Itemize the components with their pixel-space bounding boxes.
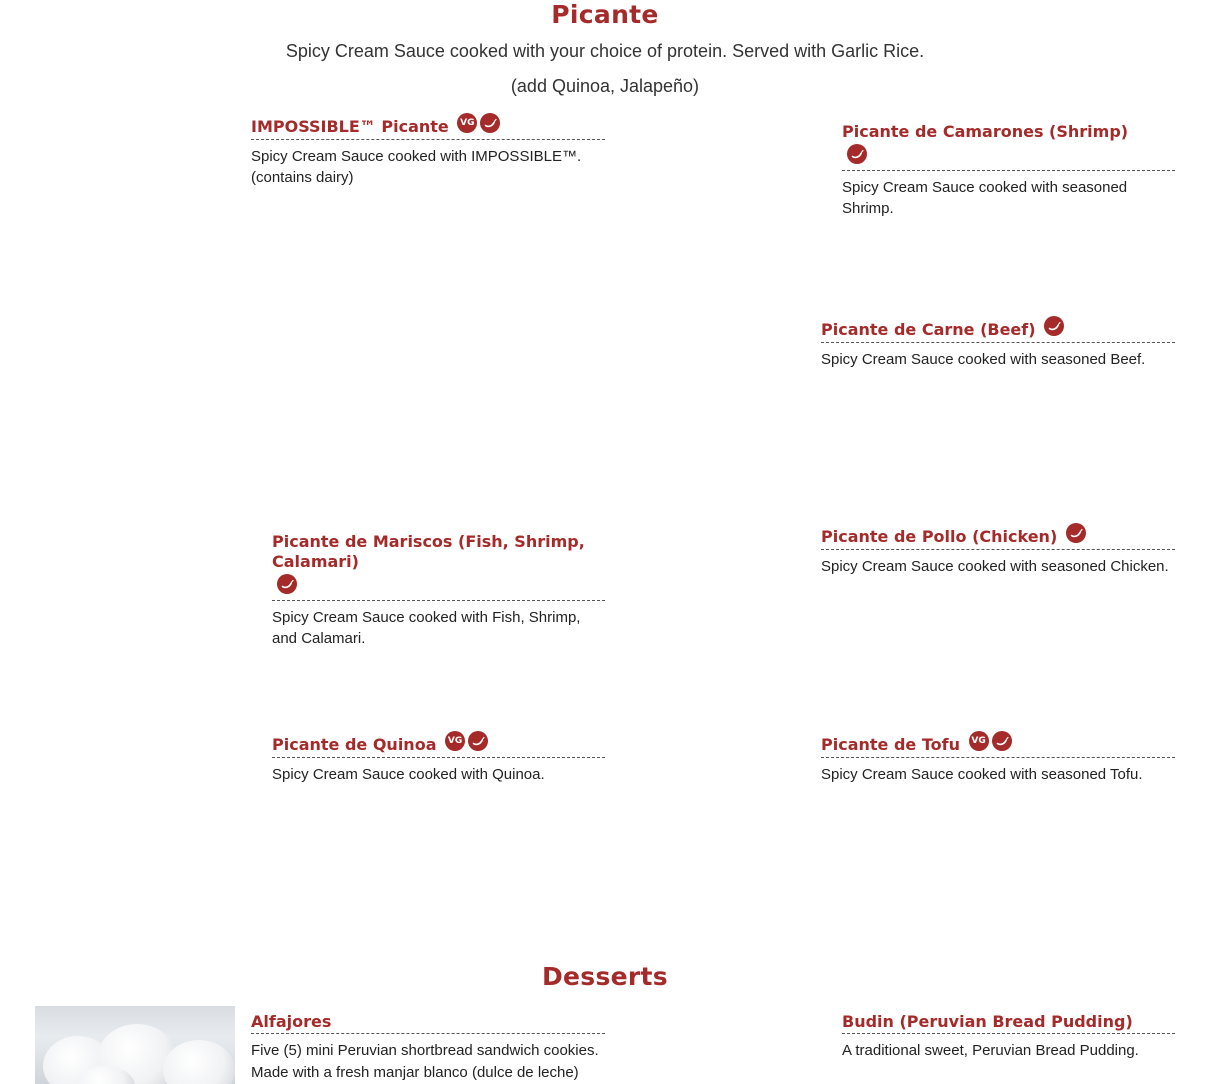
vegan-icon: VG	[457, 113, 477, 133]
chili-pepper-icon	[468, 731, 488, 751]
section-description: Spicy Cream Sauce cooked with your choice of protein. Served with Garlic Rice.	[285, 41, 925, 61]
item-name: Picante de Mariscos (Fish, Shrimp, Calamari)	[272, 532, 585, 571]
menu-item[interactable]	[251, 116, 605, 189]
section-title-desserts: Desserts	[542, 962, 668, 991]
menu-item[interactable]	[821, 319, 1175, 370]
chili-pepper-icon	[992, 731, 1012, 751]
vegan-icon: VG	[969, 731, 989, 751]
item-name: Budin (Peruvian Bread Pudding)	[842, 1012, 1133, 1031]
section-title-picante: Picante	[551, 0, 659, 29]
item-description: Spicy Cream Sauce cooked with Fish, Shrimp, and Calamari.	[272, 608, 581, 647]
item-name: Picante de Pollo (Chicken)	[821, 527, 1058, 546]
chili-pepper-icon	[1066, 523, 1086, 543]
vegan-icon: VG	[445, 731, 465, 751]
menu-item[interactable]	[272, 734, 605, 785]
chili-pepper-icon	[480, 113, 500, 133]
menu-item[interactable]	[272, 531, 605, 650]
menu-item[interactable]	[251, 1011, 605, 1083]
item-name: Picante de Carne (Beef)	[821, 320, 1036, 339]
chili-pepper-icon	[847, 144, 867, 164]
item-description: Spicy Cream Sauce cooked with Quinoa.	[272, 765, 545, 783]
chili-pepper-icon	[277, 574, 297, 594]
item-description: A traditional sweet, Peruvian Bread Pudding.	[842, 1042, 1139, 1059]
item-description: Spicy Cream Sauce cooked with seasoned Chicken.	[821, 557, 1169, 575]
item-description: Spicy Cream Sauce cooked with seasoned Tofu.	[821, 765, 1143, 783]
item-description: Spicy Cream Sauce cooked with IMPOSSIBLE™. (contains dairy)	[251, 147, 582, 187]
item-name: Alfajores	[251, 1012, 332, 1031]
item-name: Picante de Quinoa	[272, 735, 437, 754]
menu-item[interactable]	[842, 121, 1175, 220]
menu-item[interactable]	[821, 526, 1175, 577]
item-name: IMPOSSIBLE™ Picante	[251, 117, 449, 136]
menu-item[interactable]	[842, 1011, 1175, 1062]
item-description: Spicy Cream Sauce cooked with seasoned Beef.	[821, 350, 1146, 368]
item-description: Spicy Cream Sauce cooked with seasoned Shrimp.	[842, 178, 1128, 217]
menu-item[interactable]	[821, 734, 1175, 785]
item-name: Picante de Tofu	[821, 735, 960, 754]
alfajores-photo	[35, 1006, 235, 1084]
chili-pepper-icon	[1044, 316, 1064, 336]
section-addons: (add Quinoa, Jalapeño)	[510, 76, 700, 96]
item-name: Picante de Camarones (Shrimp)	[842, 122, 1129, 141]
item-description: Five (5) mini Peruvian shortbread sandwich cookies. Made with a fresh manjar blanco (dulce de leche)	[251, 1042, 599, 1081]
